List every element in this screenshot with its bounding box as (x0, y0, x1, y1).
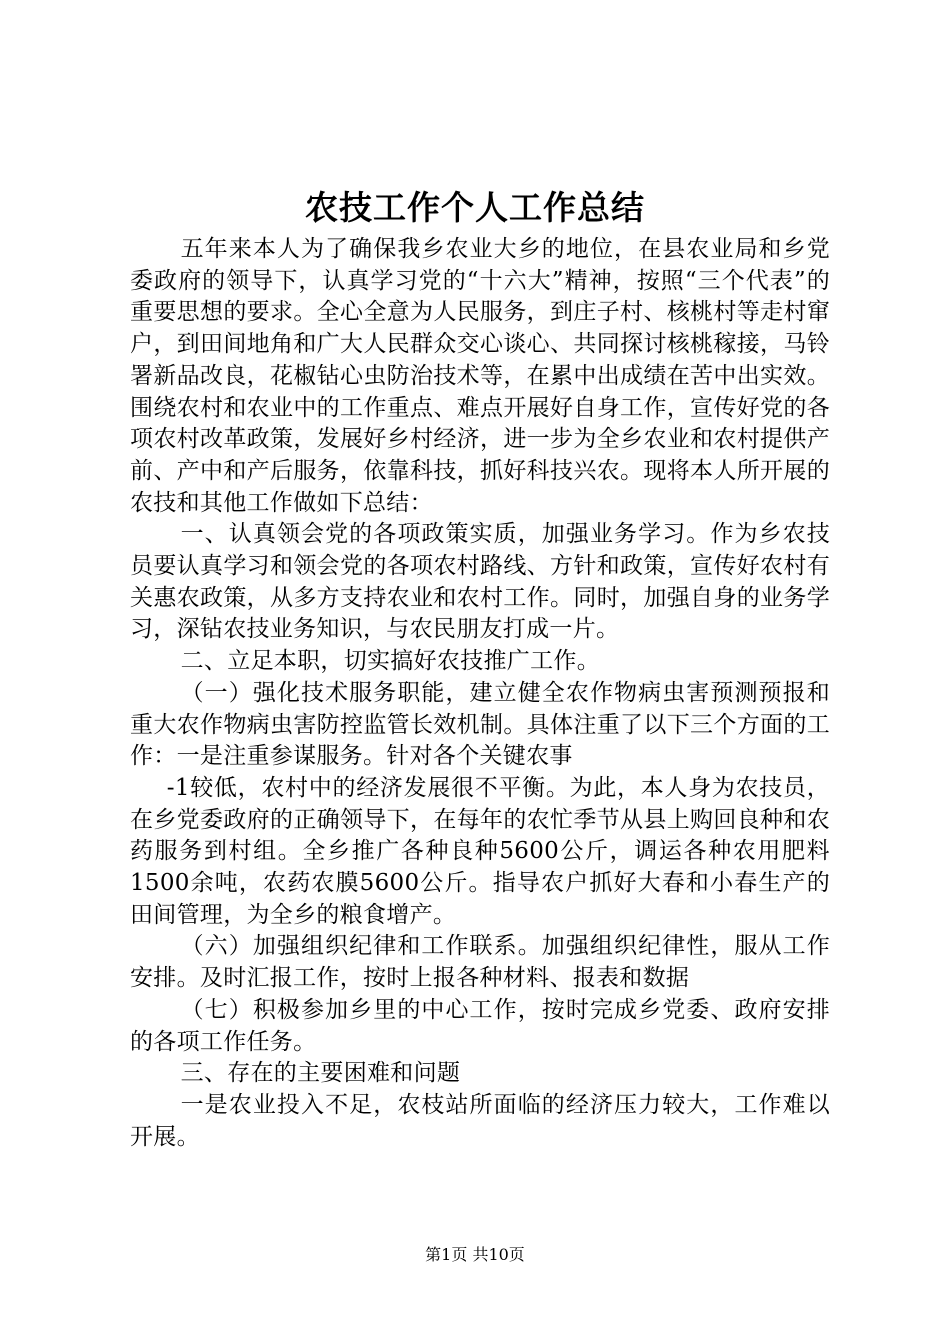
paragraph-section-2-heading: 二、立足本职，切实搞好农技推广工作。 (180, 648, 600, 675)
paragraph-continuation: -1较低，农村中的经济发展很不平衡。为此，本人身为农技员，在乡党委政府的正确领导下，在每年的农忙季节从县上购回良种和农药服务到村组。全乡推广各种良种5600公斤，调运各种农用肥料1500余吨，农药农膜5600公斤。指导农户抓好大春和小春生产的田间管理，为全乡的粮食增产。 (130, 774, 830, 928)
paragraph-subsection-1: （一）强化技术服务职能，建立健全农作物病虫害预测预报和重大农作物病虫害防控监管长效机制。具体注重了以下三个方面的工作：一是注重参谋服务。针对各个关键农事 (130, 679, 830, 770)
page-number-footer: 第1页 共10页 (425, 1245, 525, 1264)
paragraph-subsection-6: （六）加强组织纪律和工作联系。加强组织纪律性，服从工作安排。及时汇报工作，按时上报各种材料、报表和数据 (130, 933, 830, 992)
document-body (130, 234, 830, 1153)
document-title: 农技工作个人工作总结 (305, 188, 645, 227)
paragraph-intro: 五年来本人为了确保我乡农业大乡的地位，在县农业局和乡党委政府的领导下，认真学习党的“十六大”精神，按照“三个代表”的重要思想的要求。全心全意为人民服务，到庄子村、核桃村等走村窜户，到田间地角和广大人民群众交心谈心、共同探讨核桃稼接，马铃署新品改良，花椒钻心虫防治技术等，在累中出成绩在苦中出实效。围绕农村和农业中的工作重点、难点开展好自身工作，宣传好党的各项农村改革政策，发展好乡村经济，进一步为全乡农业和农村提供产前、产中和产后服务，依靠科技，抓好科技兴农。现将本人所开展的农技和其他工作做如下总结： (130, 236, 830, 516)
paragraph-section-3-heading: 三、存在的主要困难和问题 (180, 1060, 461, 1087)
paragraph-problem-1: 一是农业投入不足，农枝站所面临的经济压力较大，工作难以开展。 (130, 1091, 830, 1150)
paragraph-section-1: 一、认真领会党的各项政策实质，加强业务学习。作为乡农技员要认真学习和领会党的各项农村路线、方针和政策，宣传好农村有关惠农政策，从多方支持农业和农村工作。同时，加强自身的业务学习，深钻农技业务知识，与农民朋友打成一片。 (130, 521, 830, 643)
paragraph-subsection-7: （七）积极参加乡里的中心工作，按时完成乡党委、政府安排的各项工作任务。 (130, 996, 830, 1055)
